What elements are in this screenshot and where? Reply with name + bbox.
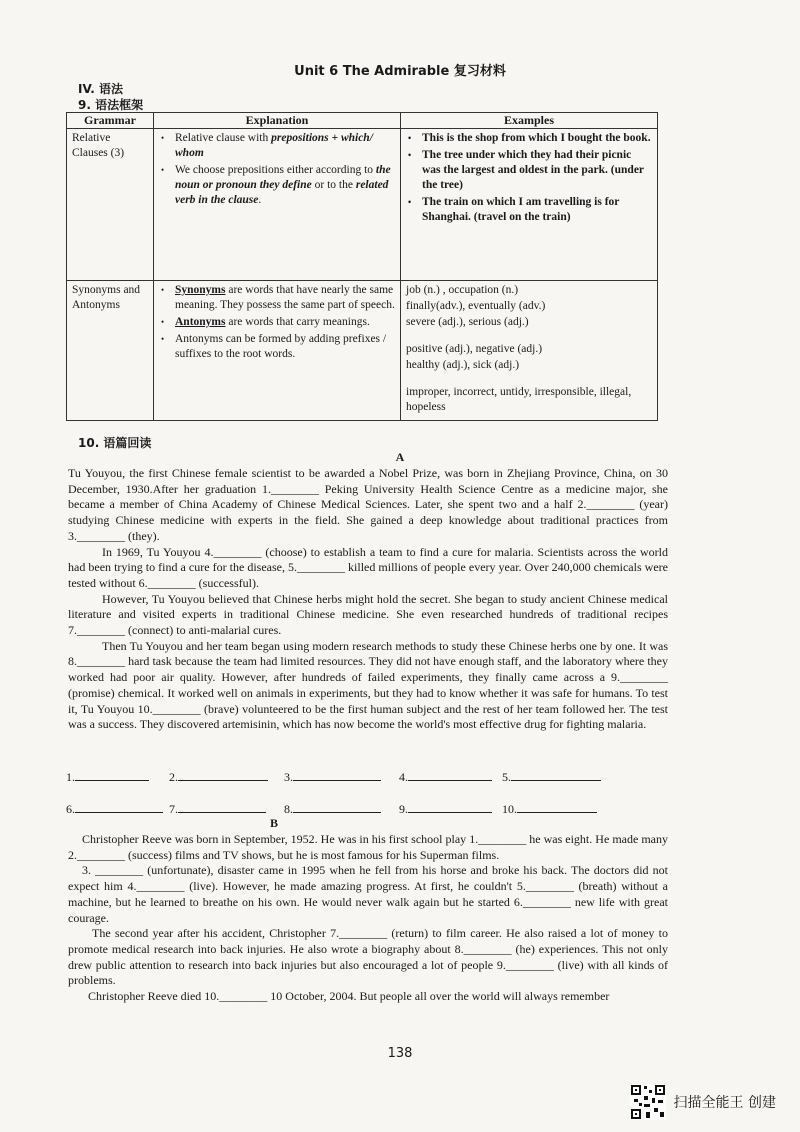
explanation-item: • We choose prepositions either according to the noun or pronoun they define or to the related verb in the clause. [175, 163, 395, 208]
scanner-watermark [630, 1084, 776, 1120]
explanation-cell-synonyms [154, 281, 401, 421]
example-line: improper, incorrect, untidy, irresponsible, illegal, hopeless [406, 386, 632, 413]
answer-blank[interactable]: 1. [66, 770, 166, 785]
header-grammar: Grammar [67, 113, 154, 129]
section-10-heading: 10. 语篇回读 [78, 436, 152, 450]
example-line: finally(adv.), eventually (adv.) [406, 300, 546, 312]
passage-paragraph: Then Tu Youyou and her team began using modern research methods to study these Chinese herbs one by one. It was 8.________ hard task because the team had limited resources. They did not have enough staff, and the laboratory where they worked had poor air quality. However, after hundreds of failed experiments, they finally came across a 9.________ (promise) chemical. It worked well on animals in experiments, but they had to know whether it was safe for humans. To test it, Tu Youyou 10.________ (brave) volunteered to be the first human subject and the rest of her team followed her. The test was a success. They discovered artemisinin, which has now become the world's most effective drug for fighting malaria. [68, 638, 668, 732]
explanation-item: • Antonyms are words that carry meanings. [175, 315, 395, 330]
explanation-item: • Relative clause with prepositions + which/ whom [175, 131, 395, 161]
answer-blank[interactable]: 6. [66, 802, 166, 817]
passage-paragraph: In 1969, Tu Youyou 4.________ (choose) to establish a team to find a cure for malaria. Scientists across the world had been trying to find a cure for the disease, 5.________ killed millions of people every year. Over 240,000 chemicals were tested without 6.________ (successful). [68, 544, 668, 590]
answer-blank[interactable]: 2. [169, 770, 269, 785]
answer-row-2 [66, 802, 626, 817]
answer-blank[interactable]: 9. [399, 802, 499, 817]
passage-paragraph: 3. ________ (unfortunate), disaster came in 1995 when he fell from his horse and broke his back. The doctors did not expect him 4.________ (live). However, he made amazing progress. At first, he couldn't 5.________ (breath) without a machine, but he learned to breathe on his own. He would never walk again but he started 6.________ new life with great courage. [68, 863, 668, 925]
examples-cell-synonyms [401, 281, 658, 421]
grammar-cell-relative: Relative Clauses (3) [67, 129, 154, 281]
passage-paragraph: Tu Youyou, the first Chinese female scientist to be awarded a Nobel Prize, was born in Zhejiang Province, China, on 30 December, 1930.After her graduation 1.________ Peking University Health Science Centre as a medicine major, she became a member of China Academy of Chinese Medical Sciences. Later, she spent two and a half 2.________ (year) studying Chinese medicine with experts in the field. She gained a deep knowledge about traditional practices from 3.________ (they). [68, 466, 668, 543]
answer-blank[interactable]: 8. [284, 802, 384, 817]
example-line: job (n.) , occupation (n.) [406, 284, 519, 296]
explanation-item: • Antonyms can be formed by adding prefixes / suffixes to the root words. [175, 332, 395, 362]
page-title: Unit 6 The Admirable 复习材料 [294, 64, 506, 79]
answer-row-1 [66, 770, 626, 785]
grammar-cell-synonyms: Synonyms and Antonyms [67, 281, 154, 421]
passage-a-label: A [395, 450, 405, 464]
passage-paragraph: The second year after his accident, Christopher 7.________ (return) to film career. He also raised a lot of money to promote medical research into back injuries. He also wrote a biography about 8.________ (he) experiences. This not only drew public attention to research into back injuries but also encouraged a lot of people 9.________ (live) with all kinds of problems. [68, 926, 668, 988]
explanation-cell-relative [154, 129, 401, 281]
grammar-table [66, 112, 658, 421]
answer-blank[interactable]: 3. [284, 770, 384, 785]
scanner-label: 扫描全能王 创建 [673, 1095, 776, 1111]
page-number: 138 [387, 1046, 413, 1061]
passage-b-label: B [270, 816, 279, 830]
passage-a [68, 466, 668, 733]
passage-paragraph: Christopher Reeve died 10.________ 10 October, 2004. But people all over the world will always remember [88, 989, 610, 1004]
section-iv-heading: IV. 语法 [78, 82, 123, 96]
explanation-item: • Synonyms are words that have nearly the same meaning. They possess the same part of speech. [175, 283, 395, 313]
example-item: • The tree under which they had their picnic was the largest and oldest in the park. (under the tree) [422, 148, 652, 193]
example-item: • This is the shop from which I bought the book. [422, 131, 652, 146]
passage-paragraph: Christopher Reeve was born in September, 1952. He was in his first school play 1.________ he was eight. He made many 2.________ (success) films and TV shows, but he is most famous for his Superman films. [68, 832, 668, 862]
header-explanation: Explanation [154, 113, 401, 129]
example-item: • The train on which I am travelling is for Shanghai. (travel on the train) [422, 195, 652, 225]
answer-blank[interactable]: 7. [169, 802, 269, 817]
examples-cell-relative [401, 129, 658, 281]
qr-code-icon [630, 1084, 666, 1120]
answer-blank[interactable]: 10. [502, 802, 602, 817]
example-line: positive (adj.), negative (adj.) [406, 343, 543, 355]
example-line: healthy (adj.), sick (adj.) [406, 359, 520, 371]
passage-paragraph: However, Tu Youyou believed that Chinese herbs might hold the secret. She began to study ancient Chinese medical literature and visited experts in traditional Chinese medicine. She even researched hundreds of traditional recipes 7.________ (connect) to anti-malarial cures. [68, 591, 668, 638]
example-line: severe (adj.), serious (adj.) [406, 316, 529, 328]
passage-b [68, 832, 668, 1005]
section-9-heading: 9. 语法框架 [78, 98, 144, 112]
header-examples: Examples [401, 113, 658, 129]
answer-blank[interactable]: 5. [502, 770, 602, 785]
answer-blank[interactable]: 4. [399, 770, 499, 785]
